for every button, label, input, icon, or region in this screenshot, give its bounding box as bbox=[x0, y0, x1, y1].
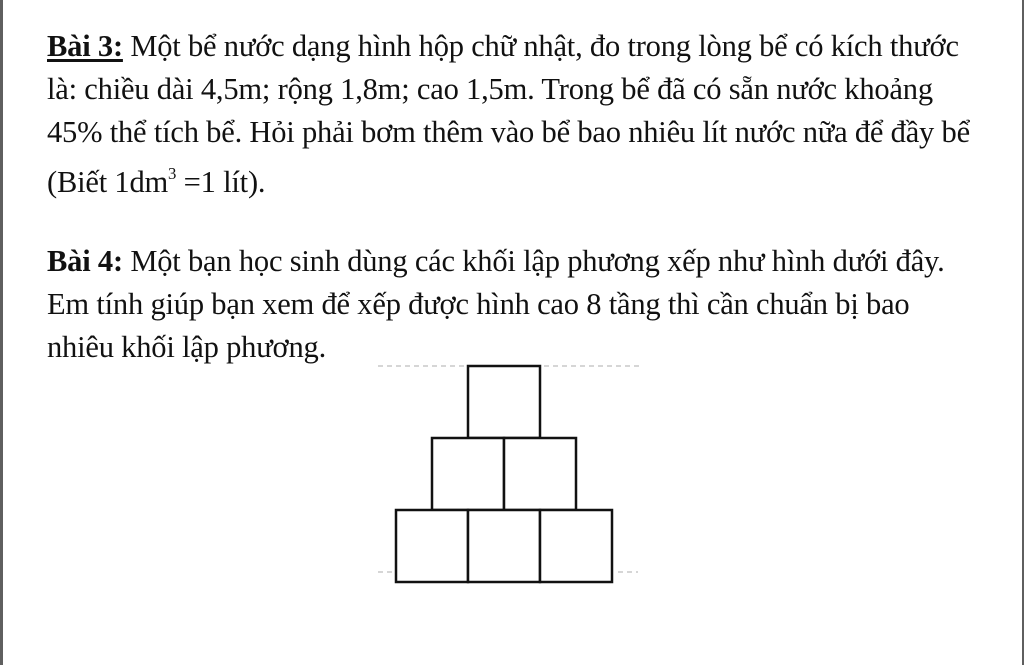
page-left-border bbox=[0, 0, 3, 665]
problem-4 bbox=[47, 240, 982, 369]
cube-pyramid-figure bbox=[370, 360, 650, 590]
unit-formula-rest: =1 lít bbox=[176, 165, 248, 200]
problem-3-text-end: ). bbox=[247, 165, 266, 200]
problem-4-label: Bài 4: bbox=[47, 244, 123, 279]
problem-3-text: Một bể nước dạng hình hộp chữ nhật, đo trong lòng bể có kích thước là: chiều dài 4,5m; rộng 1,8m; cao 1,5m. Trong bể đã có sẵn nước khoảng 45% thể tích bể. Hỏi phải bơm thêm vào bể bao nhiêu lít nước nữa để đầy bể (Biết bbox=[47, 29, 970, 200]
document-body bbox=[47, 25, 982, 369]
unit-formula-base: 1dm bbox=[114, 165, 169, 200]
cube-row1-1 bbox=[468, 366, 540, 438]
unit-formula-exponent: 3 bbox=[168, 164, 177, 184]
cube-row3-2 bbox=[468, 510, 540, 582]
problem-3 bbox=[47, 25, 982, 204]
cube-row2-2 bbox=[504, 438, 576, 510]
cube-layer bbox=[396, 366, 612, 582]
problem-3-label: Bài 3: bbox=[47, 29, 123, 63]
problem-4-text: Một bạn học sinh dùng các khối lập phương xếp như hình dưới đây. Em tính giúp bạn xem để xếp được hình cao 8 tầng thì cần chuẩn bị bao nhiêu khối lập phương. bbox=[47, 244, 945, 365]
cube-row3-3 bbox=[540, 510, 612, 582]
cube-row2-1 bbox=[432, 438, 504, 510]
unit-formula bbox=[114, 165, 248, 199]
cube-row3-1 bbox=[396, 510, 468, 582]
